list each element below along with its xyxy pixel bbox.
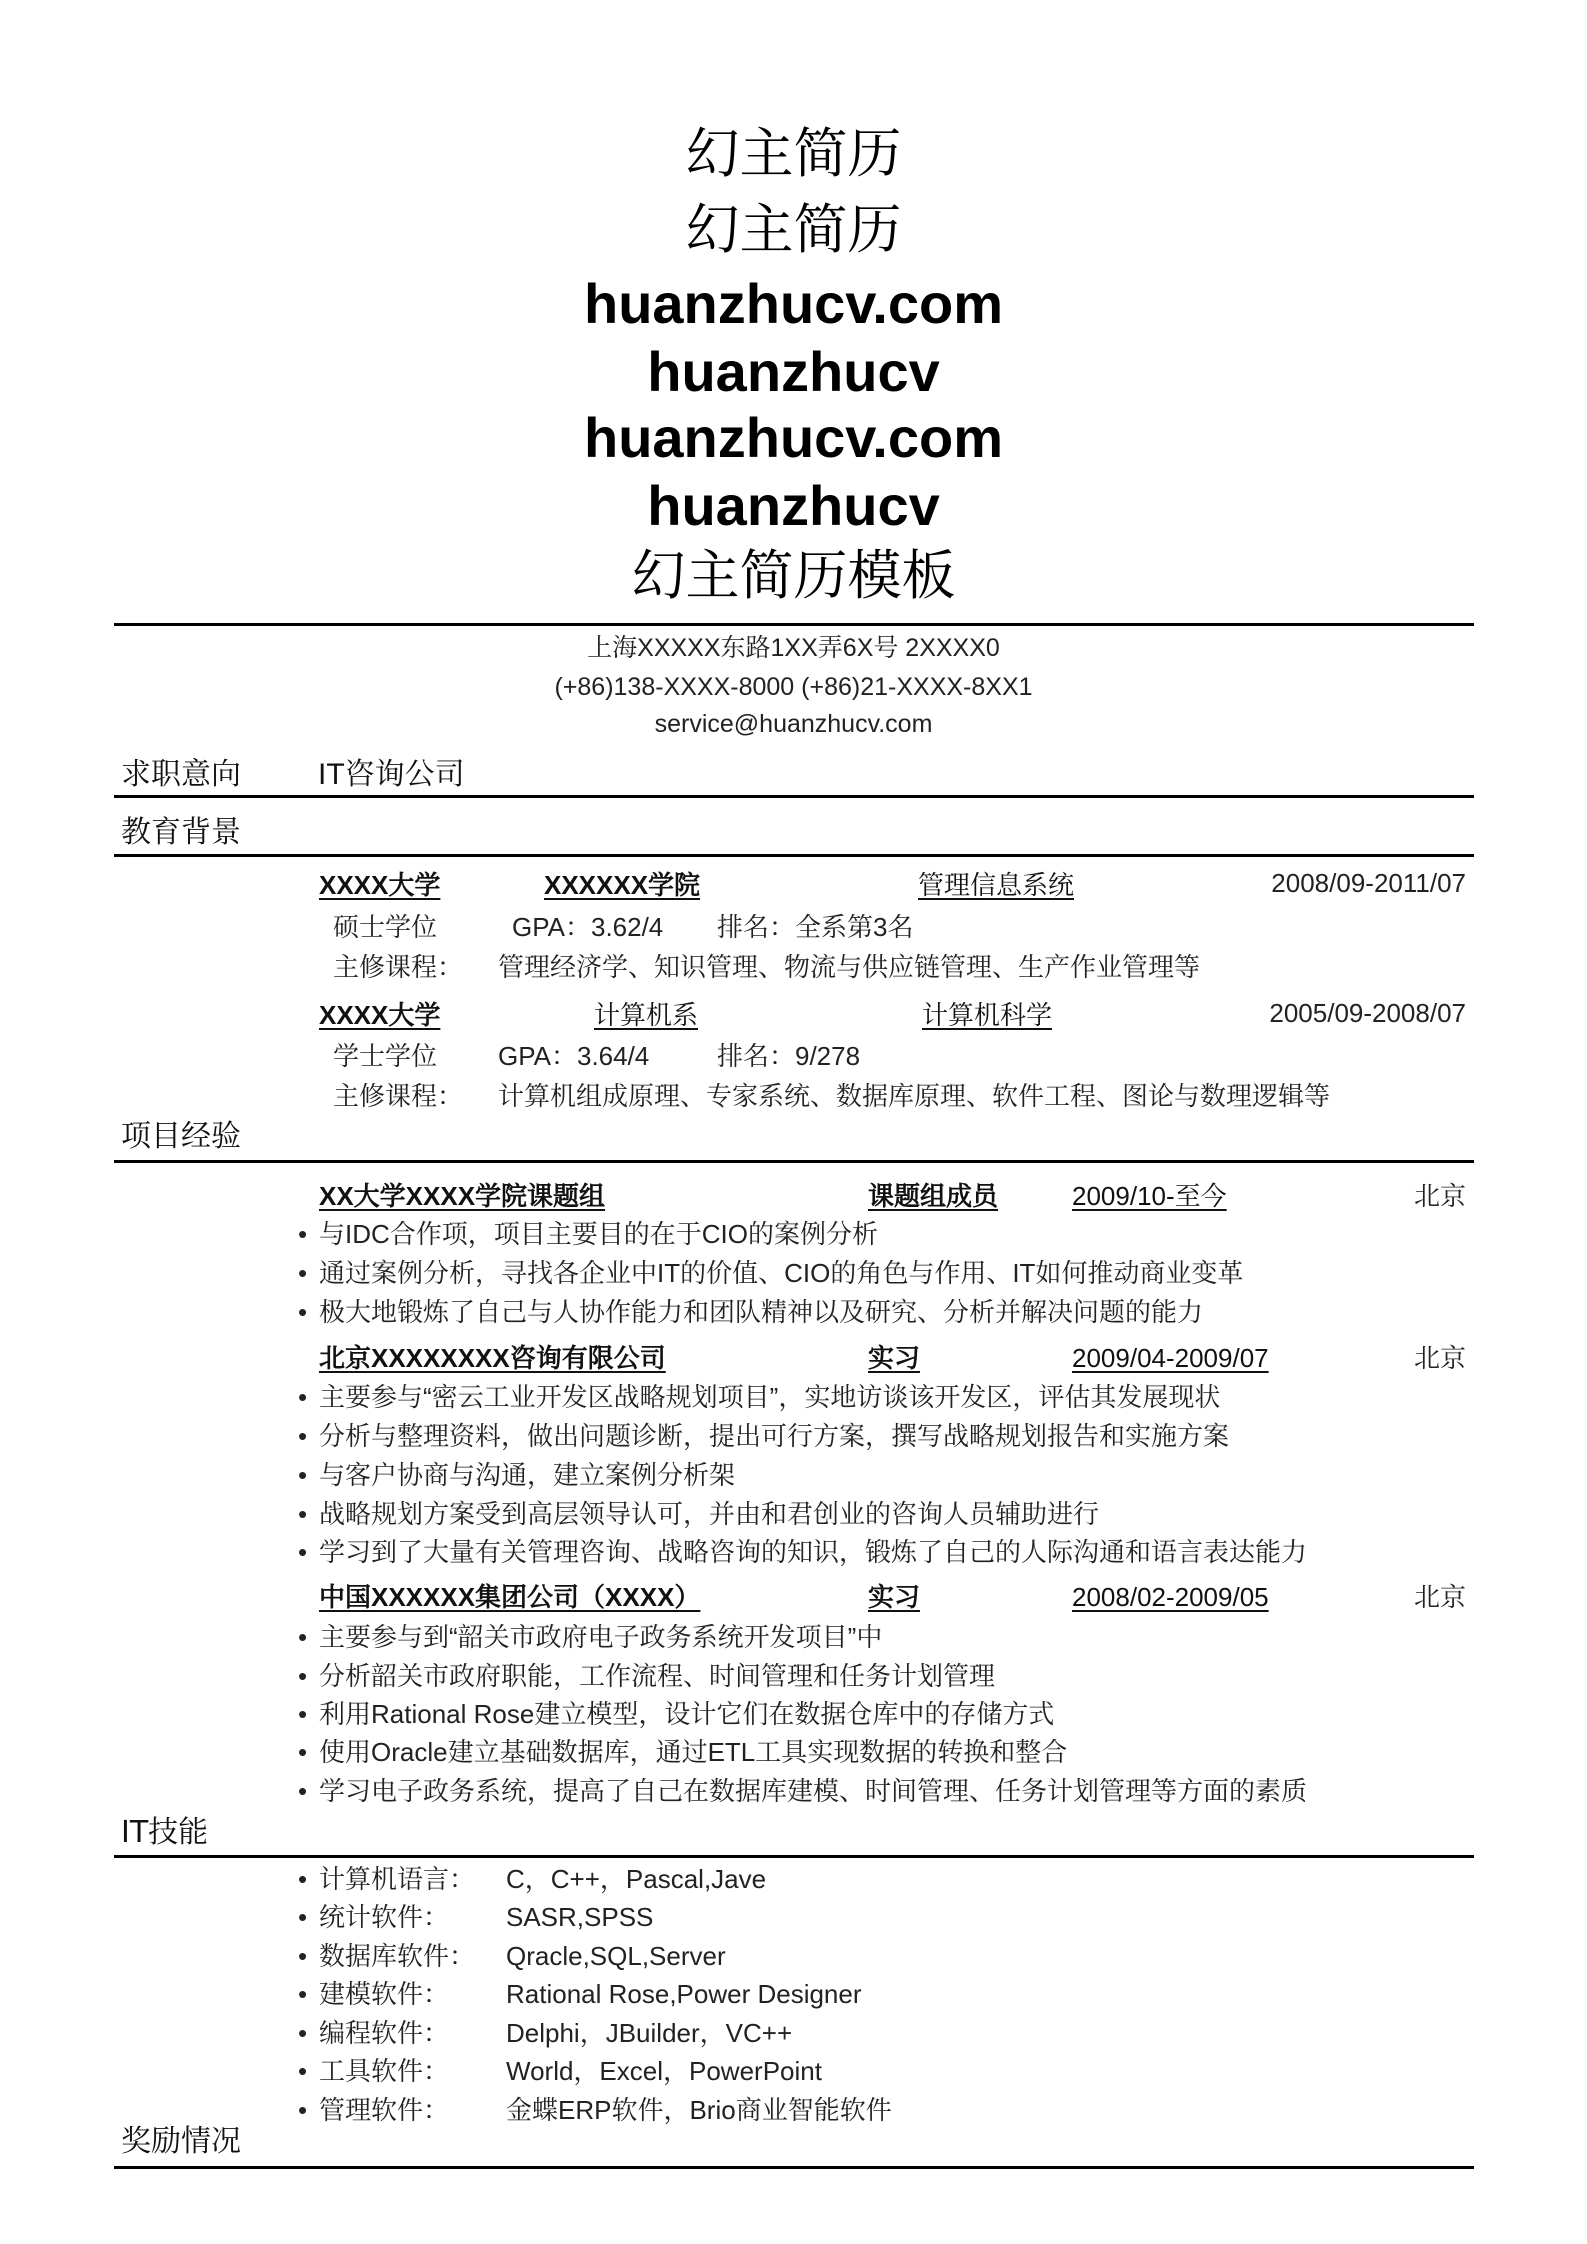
title-line-1: 幻主简历 [685, 122, 902, 185]
bullet-icon: • [298, 2095, 308, 2125]
skill-value: C，C++，Pascal,Jave [506, 1864, 767, 1894]
projects-divider [114, 1160, 1474, 1163]
bullet-icon: • [298, 1460, 308, 1490]
school-name: XXXX大学 [319, 870, 441, 900]
gpa: GPA：3.62/4 [512, 912, 664, 942]
skill-value: Qracle,SQL,Server [506, 1941, 726, 1971]
objective-label: 求职意向 [121, 757, 241, 792]
skill-label: 建模软件： [319, 1979, 450, 2009]
bullet-icon: • [298, 1902, 308, 1932]
bullet-icon: • [298, 1382, 308, 1412]
bullet-icon: • [298, 1499, 308, 1529]
objective-value: IT咨询公司 [318, 758, 465, 791]
skills-heading: IT技能 [121, 1815, 209, 1850]
courses: 计算机组成原理、专家系统、数据库原理、软件工程、图论与数理逻辑等 [498, 1081, 1331, 1111]
project-bullet: 学习电子政务系统，提高了自己在数据库建模、时间管理、任务计划管理等方面的素质 [319, 1776, 1308, 1806]
project-bullet: 分析与整理资料，做出问题诊断，提出可行方案，撰写战略规划报告和实施方案 [319, 1421, 1230, 1451]
project-dates: 2008/02-2009/05 [1072, 1582, 1269, 1612]
bullet-icon: • [298, 1258, 308, 1288]
project-role: 实习 [868, 1343, 921, 1373]
degree: 硕士学位 [333, 912, 438, 942]
project-location: 北京 [1413, 1181, 1466, 1211]
school-name: XXXX大学 [319, 1000, 441, 1030]
department-name: 计算机系 [594, 1000, 699, 1030]
bullet-icon: • [298, 1219, 308, 1249]
degree: 学士学位 [333, 1041, 438, 1071]
bullet-icon: • [298, 2056, 308, 2086]
education-heading: 教育背景 [121, 815, 241, 850]
rank: 排名：全系第3名 [717, 912, 914, 942]
skill-label: 管理软件： [319, 2095, 450, 2125]
bullet-icon: • [298, 2018, 308, 2048]
project-bullet: 战略规划方案受到高层领导认可，并由和君创业的咨询人员辅助进行 [319, 1499, 1100, 1529]
project-org: XX大学XXXX学院课题组 [319, 1181, 606, 1211]
courses-label: 主修课程： [333, 952, 464, 982]
skill-label: 数据库软件： [319, 1941, 476, 1971]
skills-divider [114, 1855, 1474, 1858]
bullet-icon: • [298, 1864, 308, 1894]
rank: 排名：9/278 [717, 1041, 861, 1071]
bullet-icon: • [298, 1537, 308, 1567]
bullet-icon: • [298, 1776, 308, 1806]
major-name: 计算机科学 [922, 1000, 1053, 1030]
projects-heading: 项目经验 [121, 1119, 241, 1154]
title-line-3: huanzhucv.com [583, 272, 1003, 335]
project-bullet: 分析韶关市政府职能，工作流程、时间管理和任务计划管理 [319, 1661, 996, 1691]
bullet-icon: • [298, 1737, 308, 1767]
project-bullet: 利用Rational Rose建立模型，设计它们在数据仓库中的存储方式 [319, 1699, 1055, 1729]
skill-value: World，Excel，PowerPoint [506, 2056, 822, 2086]
contact-phones: (+86)138-XXXX-8000 (+86)21-XXXX-8XX1 [554, 673, 1033, 701]
skill-label: 工具软件： [319, 2056, 450, 2086]
objective-divider [114, 795, 1474, 798]
title-line-7: 幻主简历模板 [631, 544, 956, 607]
project-bullet: 学习到了大量有关管理咨询、战略咨询的知识，锻炼了自己的人际沟通和语言表达能力 [319, 1537, 1308, 1567]
title-line-4: huanzhucv [647, 340, 940, 403]
courses: 管理经济学、知识管理、物流与供应链管理、生产作业管理等 [498, 952, 1201, 982]
project-role: 课题组成员 [868, 1181, 999, 1211]
bullet-icon: • [298, 1661, 308, 1691]
project-dates: 2009/04-2009/07 [1072, 1343, 1269, 1373]
project-bullet: 通过案例分析，寻找各企业中IT的价值、CIO的角色与作用、IT如何推动商业变革 [319, 1258, 1244, 1288]
skill-value: Delphi，JBuilder，VC++ [506, 2018, 793, 2048]
department-name: XXXXXX学院 [544, 870, 701, 900]
contact-address: 上海XXXXX东路1XX弄6X号 2XXXX0 [587, 634, 1000, 662]
title-line-5: huanzhucv.com [583, 406, 1003, 469]
title-line-6: huanzhucv [647, 474, 940, 537]
project-bullet: 主要参与“密云工业开发区战略规划项目”，实地访谈该开发区，评估其发展现状 [319, 1382, 1221, 1412]
skill-label: 统计软件： [319, 1902, 450, 1932]
skill-value: SASR,SPSS [506, 1902, 654, 1932]
bullet-icon: • [298, 1699, 308, 1729]
project-org: 中国XXXXXX集团公司（XXXX） [319, 1582, 701, 1612]
skill-value: 金蝶ERP软件，Brio商业智能软件 [506, 2095, 892, 2125]
skill-label: 计算机语言： [319, 1864, 476, 1894]
title-line-2: 幻主简历 [685, 198, 902, 261]
awards-heading: 奖励情况 [121, 2124, 241, 2159]
project-location: 北京 [1413, 1343, 1466, 1373]
project-bullet: 主要参与到“韶关市政府电子政务系统开发项目”中 [319, 1622, 883, 1652]
project-bullet: 与客户协商与沟通，建立案例分析架 [319, 1460, 736, 1490]
bullet-icon: • [298, 1979, 308, 2009]
awards-divider [114, 2166, 1474, 2169]
project-bullet: 使用Oracle建立基础数据库，通过ETL工具实现数据的转换和整合 [319, 1737, 1068, 1767]
gpa: GPA：3.64/4 [498, 1041, 650, 1071]
skill-label: 编程软件： [319, 2018, 450, 2048]
education-divider [114, 854, 1474, 857]
project-location: 北京 [1413, 1582, 1466, 1612]
project-bullet: 极大地锻炼了自己与人协作能力和团队精神以及研究、分析并解决问题的能力 [319, 1297, 1204, 1327]
project-bullet: 与IDC合作项，项目主要目的在于CIO的案例分析 [319, 1219, 879, 1249]
bullet-icon: • [298, 1622, 308, 1652]
bullet-icon: • [298, 1421, 308, 1451]
skill-value: Rational Rose,Power Designer [506, 1979, 862, 2009]
education-dates: 2008/09-2011/07 [1271, 868, 1466, 898]
contact-email[interactable]: service@huanzhucv.com [654, 710, 933, 738]
education-dates: 2005/09-2008/07 [1269, 998, 1466, 1028]
courses-label: 主修课程： [333, 1081, 464, 1111]
project-dates: 2009/10-至今 [1072, 1181, 1227, 1211]
bullet-icon: • [298, 1941, 308, 1971]
major-name: 管理信息系统 [918, 870, 1075, 900]
project-role: 实习 [868, 1582, 921, 1612]
project-org: 北京XXXXXXXX咨询有限公司 [319, 1343, 666, 1373]
bullet-icon: • [298, 1297, 308, 1327]
header-divider [114, 623, 1474, 626]
